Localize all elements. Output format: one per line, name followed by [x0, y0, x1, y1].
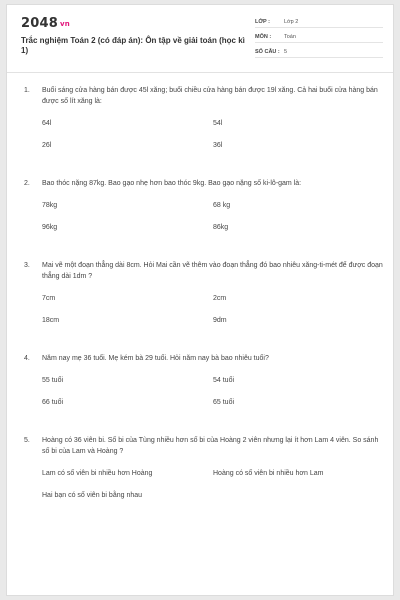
answer-option[interactable]: 55 tuổi	[42, 377, 64, 384]
document-page	[6, 4, 394, 596]
document-header	[7, 5, 393, 73]
answer-option[interactable]: 7cm	[42, 295, 56, 302]
answer-option[interactable]: Lam có số viên bi nhiều hơn Hoàng	[42, 470, 153, 477]
meta-label: LỚP :	[255, 19, 270, 25]
answer-option[interactable]: 78kg	[42, 202, 58, 209]
meta-row-subject	[255, 30, 383, 43]
answer-option[interactable]: Hoàng có số viên bi nhiều hơn Lam	[213, 470, 324, 477]
answer-option[interactable]: 36l	[213, 142, 223, 149]
answer-option[interactable]: Hai bạn có số viên bi bằng nhau	[42, 492, 143, 499]
question-text: Buổi sáng cửa hàng bán được 45l xăng; buổi chiều cửa hàng bán được 19l xăng. Cả hai buổi cửa hàng bán được số lít xăng là:	[42, 87, 378, 105]
meta-info	[255, 15, 383, 60]
answer-option[interactable]: 54l	[213, 120, 223, 127]
answer-option[interactable]: 18cm	[42, 317, 60, 324]
answer-option[interactable]: 68 kg	[213, 202, 231, 209]
question-1	[24, 85, 384, 164]
question-number: 2.	[24, 180, 30, 187]
meta-value: 5	[284, 49, 288, 55]
question-number: 5.	[24, 437, 30, 444]
answer-option[interactable]: 66 tuổi	[42, 399, 64, 406]
question-2	[24, 178, 384, 246]
answer-option[interactable]: 64l	[42, 120, 52, 127]
site-logo[interactable]	[21, 16, 70, 31]
question-text: Hoàng có 36 viên bi. Số bi của Tùng nhiều hơn số bi của Hoàng 2 viên nhưng lại ít hơn Lam 4 viên. So sánh số bi của Lam và Hoàng ?	[42, 437, 379, 455]
meta-value: Lớp 2	[284, 19, 299, 25]
answer-option[interactable]: 54 tuổi	[213, 377, 235, 384]
answer-option[interactable]: 96kg	[42, 224, 58, 231]
question-number: 3.	[24, 262, 30, 269]
answer-option[interactable]: 26l	[42, 142, 52, 149]
question-text: Mai vẽ một đoạn thẳng dài 8cm. Hỏi Mai cần vẽ thêm vào đoạn thẳng đó bao nhiêu xăng-ti-mét để được đoạn thẳng dài 1dm ?	[42, 262, 383, 280]
question-5	[24, 435, 384, 514]
meta-value: Toán	[284, 34, 296, 40]
question-number: 1.	[24, 87, 30, 94]
answer-options	[42, 470, 384, 514]
document-title: Trắc nghiệm Toán 2 (có đáp án): Ôn tập về giải toán (học kì 1)	[21, 36, 245, 55]
question-list	[24, 85, 384, 528]
answer-option[interactable]: 65 tuổi	[213, 399, 235, 406]
meta-row-grade	[255, 15, 383, 28]
question-text: Năm nay mẹ 36 tuổi. Mẹ kém bà 29 tuổi. Hỏi năm nay bà bao nhiêu tuổi?	[42, 355, 269, 362]
answer-options	[42, 295, 384, 339]
question-text: Bao thóc nặng 87kg. Bao gạo nhẹ hơn bao thóc 9kg. Bao gạo nặng số ki-lô-gam là:	[42, 180, 302, 187]
answer-options	[42, 377, 384, 421]
answer-options	[42, 202, 384, 246]
answer-option[interactable]: 9dm	[213, 317, 227, 324]
meta-row-question-count	[255, 45, 383, 58]
meta-label: MÔN :	[255, 34, 272, 40]
question-3	[24, 260, 384, 339]
logo-suffix: vn	[59, 20, 70, 28]
question-number: 4.	[24, 355, 30, 362]
answer-options	[42, 120, 384, 164]
answer-option[interactable]: 2cm	[213, 295, 227, 302]
meta-label: SỐ CÂU :	[255, 49, 280, 55]
question-4	[24, 353, 384, 421]
logo-text: 2048	[21, 16, 58, 31]
answer-option[interactable]: 86kg	[213, 224, 229, 231]
